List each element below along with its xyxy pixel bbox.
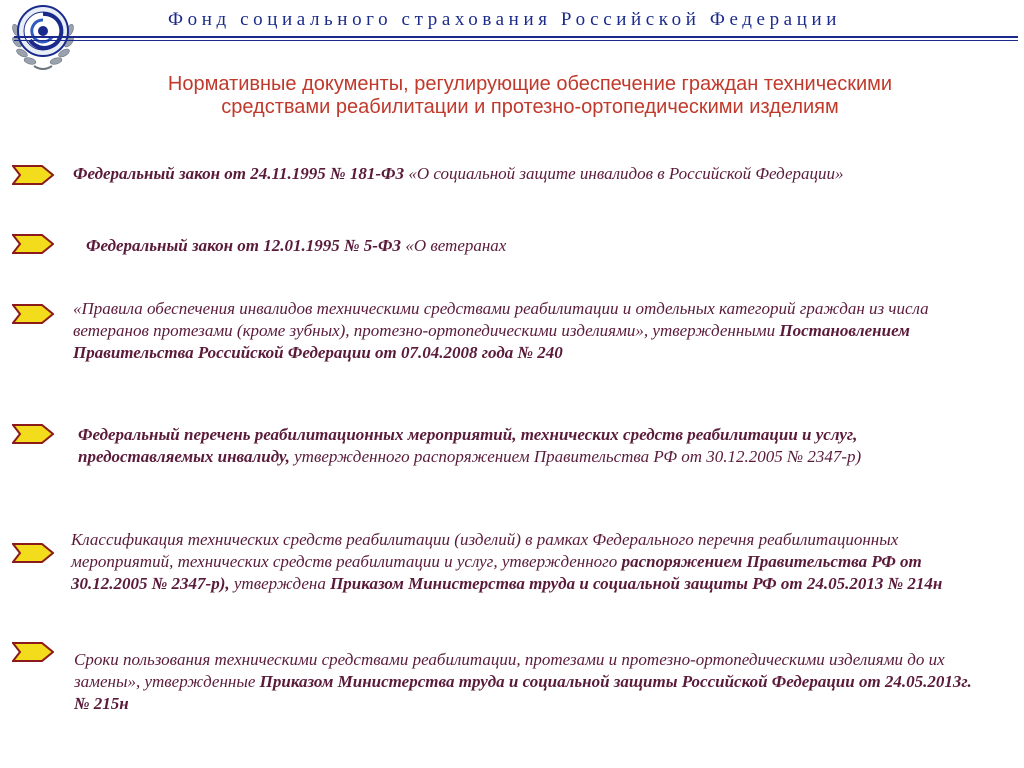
document-item-text: «Правила обеспечения инвалидов техническими средствами реабилитации и отдельных категорий граждан из числа ветеранов протезами (кроме зубных), протезно-ортопедическими изделиями», утвержденными: [73, 299, 929, 340]
page-heading: [60, 73, 1000, 119]
document-item-bold: Постановлением Правительства Российской Федерации от 07.04.2008 года № 240: [73, 321, 910, 362]
arrow-bullet-icon: [12, 542, 54, 564]
document-item-text: Сроки пользования техническими средствами реабилитации, протезами и протезно-ортопедическими изделиями до их замены», утвержденные: [74, 650, 945, 691]
header-divider: [14, 36, 1018, 38]
page-heading-line: Нормативные документы, регулирующие обеспечение граждан техническими: [167, 73, 893, 95]
document-item: [73, 298, 993, 364]
document-item-bold: Федеральный перечень реабилитационных мероприятий, технических средств реабилитации и услуг, предоставляемых инвалиду,: [78, 425, 858, 466]
arrow-bullet-icon: [12, 164, 54, 186]
organization-title: Фонд социального страхования Российской Федерации: [168, 9, 842, 30]
page-heading-line: средствами реабилитации и протезно-ортопедическими изделиям: [221, 96, 839, 118]
document-item: [73, 163, 953, 185]
document-item-bold: распоряжением Правительства РФ от 30.12.2005 № 2347-р),: [71, 552, 922, 593]
document-item: [71, 529, 986, 595]
document-item: [74, 649, 974, 715]
document-item-bold: Федеральный закон от 12.01.1995 № 5-ФЗ: [86, 236, 402, 255]
document-item-text: утвержденного распоряжением Правительства РФ от 30.12.2005 № 2347-р): [289, 447, 862, 466]
document-item: [78, 424, 993, 468]
arrow-bullet-icon: [12, 303, 54, 325]
document-item: [86, 235, 966, 257]
document-item-bold: Приказом Министерства труда и социальной защиты Российской Федерации от 24.05.2013г. № 215н: [74, 672, 972, 713]
document-item-text: «О ветеранах: [401, 236, 507, 255]
arrow-bullet-icon: [12, 423, 54, 445]
arrow-bullet-icon: [12, 641, 54, 663]
arrow-bullet-icon: [12, 233, 54, 255]
document-item-text: утверждена: [229, 574, 331, 593]
document-item-text: «О социальной защите инвалидов в Российской Федерации»: [404, 164, 844, 183]
document-item-bold: Приказом Министерства труда и социальной защиты РФ от 24.05.2013 № 214н: [330, 574, 943, 593]
document-item-bold: Федеральный закон от 24.11.1995 № 181-ФЗ: [73, 164, 405, 183]
header-divider-thin: [14, 40, 1018, 41]
document-item-text: Классификация технических средств реабилитации (изделий) в рамках Федерального перечня реабилитационных мероприятий, технических средств реабилитации и услуг, утвержденного: [71, 530, 899, 571]
